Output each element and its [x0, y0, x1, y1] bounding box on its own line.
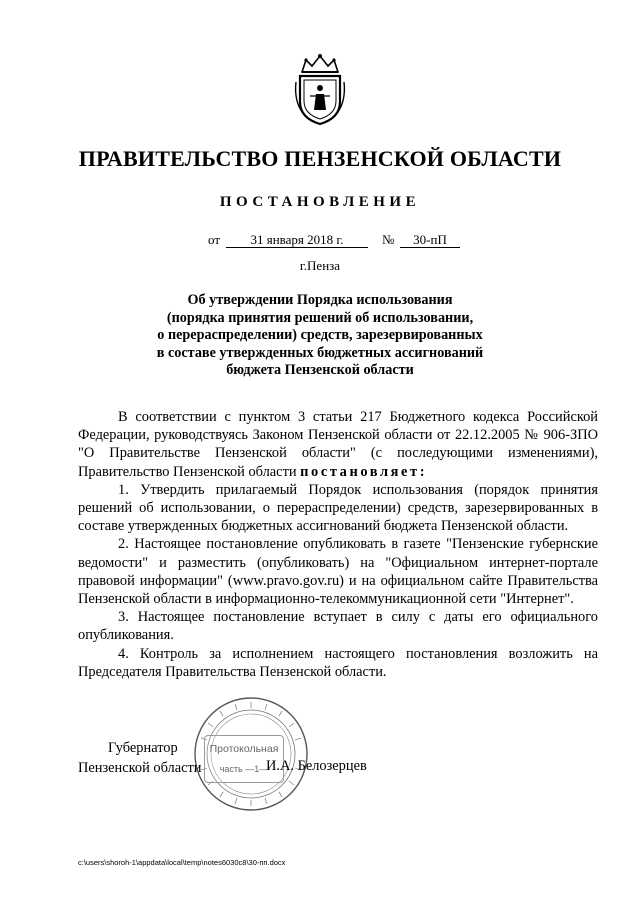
stamp-label: Протокольная — [209, 743, 279, 755]
coat-of-arms-emblem — [292, 52, 348, 126]
body-item-2: 2. Настоящее постановление опубликовать в газете "Пензенские губернские ведомости" и разместить (опубликовать) на "Официальном интернет-портале правовой информации" (www.pravo.gov.ru) и на официальном сайте Правительства Пензенской области в информационно-телекоммуникационной сети "Интернет". — [78, 536, 598, 608]
preamble-text: В соответствии с пунктом 3 статьи 217 Бюджетного кодекса Российской Федерации, руководствуясь Законом Пензенской области от 22.12.2005 № 906-ЗПО "О Правительстве Пензенской области" (с последующими изменениями), Правительство Пензенской области — [78, 409, 598, 480]
date-prefix: от — [208, 232, 221, 247]
position-line-2: Пензенской области — [78, 760, 202, 776]
subject-line: бюджета Пензенской области — [226, 362, 414, 378]
body-item-1: 1. Утвердить прилагаемый Порядок использования (порядок принятия решений об использовании, о перераспределении) средств, зарезервированных в составе утвержденных бюджетных ассигнований бюджета Пензенской области. — [78, 481, 598, 535]
document-type: ПОСТАНОВЛЕНИЕ — [219, 194, 421, 210]
stamp-sub: часть —1— — [219, 764, 269, 774]
date-number-line — [208, 232, 468, 250]
subject-line: (порядка принятия решений об использовании, — [166, 309, 474, 326]
number-prefix: № — [382, 232, 395, 247]
position-line-1: Губернатор — [108, 740, 178, 756]
subject-line: Об утверждении Порядка использования — [187, 292, 453, 308]
subject-line: в составе утвержденных бюджетных ассигнований — [156, 344, 484, 361]
preamble-paragraph — [78, 408, 598, 481]
government-title: ПРАВИТЕЛЬСТВО ПЕНЗЕНСКОЙ ОБЛАСТИ — [78, 146, 562, 171]
signatory-position — [78, 738, 202, 778]
document-number: 30-пП — [400, 232, 460, 248]
document-body — [78, 408, 598, 681]
document-subject — [120, 292, 520, 380]
file-path-footer: c:\users\shoroh-1\appdata\local\temp\notes6030c8\30-пп.docx — [78, 858, 286, 867]
body-item-4: 4. Контроль за исполнением настоящего постановления возложить на Председателя Правительства Пензенской области. — [78, 645, 598, 680]
subject-line: о перераспределении) средств, зарезервированных — [157, 327, 483, 343]
city: г.Пенза — [299, 258, 341, 273]
decree-word: постановляет: — [300, 463, 428, 480]
body-item-3: 3. Настоящее постановление вступает в силу с даты его официального опубликования. — [78, 609, 598, 644]
signatory-name: И.А. Белозерцев — [266, 758, 367, 774]
document-date: 31 января 2018 г. — [226, 232, 368, 248]
